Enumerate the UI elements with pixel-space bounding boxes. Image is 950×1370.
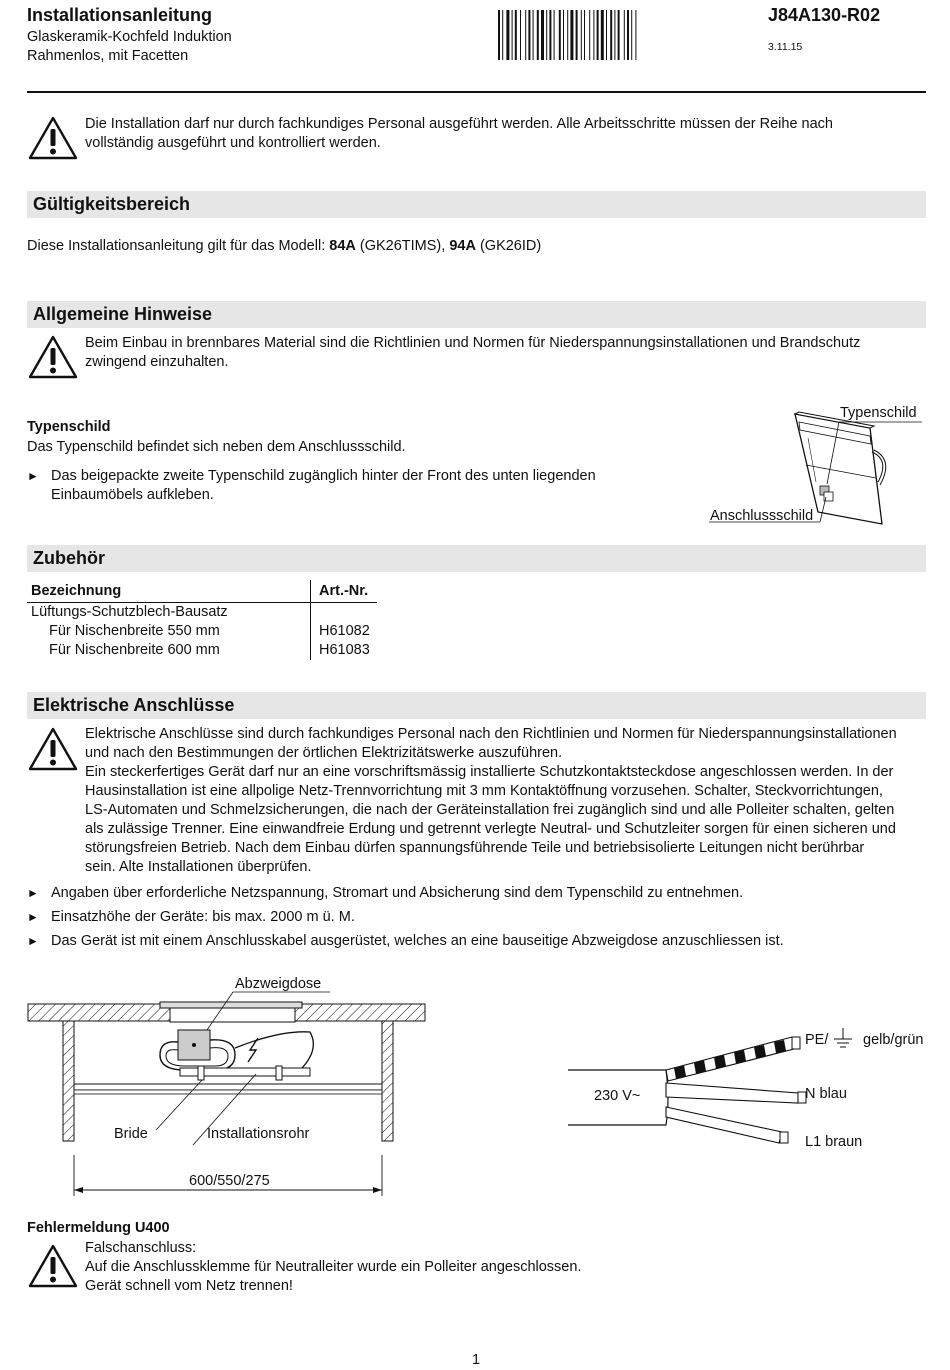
electrical-warning-text: Elektrische Anschlüsse sind durch fachkundiges Personal nach den Richtlinien und Normen für Niederspannungsinstallationen und nach den Bestimmungen der örtlichen Elektrizitätswerke auszuführen. Ein steckerfertiges Gerät darf nur an eine vorschriftsmässig installierte Schutzkontaktsteckdose angeschlossen werden. In der Hausinstallation ist eine allpolige Netz-Trennvorrichtung mit 3 mm Kontaktöffnung vorzusehen. Schalter, Steckvorrichtungen, LS-Automaten und Schmelzsicherungen, die nach der Geräteinstallation frei zugänglich sind und alle Polleiter schalten, gelten als zulässige Trenner. Eine einwandfreie Erdung und getrennt verlegte Neutral- und Schutzleiter sorgen für einen sicheren und störungsfreien Betrieb. Nach dem Einbau dürfen spannungsführende Teile und betriebsisolierte Leitungen nicht berührbar sein. Alte Installationen überprüfen. [85,726,897,875]
table-row: Für Nischenbreite 550 mm H61082 [27,622,377,641]
label-neutral: N blau [805,1086,847,1102]
figure-label-connection-plate: Anschlussschild [710,508,814,524]
figure-label-typeplate: Typenschild [840,405,917,421]
intro-warning-text: Die Installation darf nur durch fachkundiges Personal ausgeführt werden. Alle Arbeitsschritte müssen der Reihe nach vollständig ausgeführt und kontrolliert werden. [85,116,833,151]
installation-diagram [20,970,430,1200]
label-pe-color: gelb/grün [863,1032,924,1048]
table-header-row [27,580,377,603]
error-text: Falschanschluss: Auf die Anschlussklemme für Neutralleiter wurde ein Polleiter angeschlossen. Gerät schnell vom Netz trennen! [85,1240,582,1294]
warning-icon [27,115,79,161]
label-phase: L1 braun [805,1134,863,1150]
label-junction-box: Abzweigdose [235,976,322,992]
bullet-arrow-icon: ► [27,934,39,948]
document-id: J84A130-R02 [768,5,881,25]
warning-icon [27,726,79,772]
scope-text: Diese Installationsanleitung gilt für das Modell: 84A (GK26TIMS), 94A (GK26ID) [27,238,542,254]
warning-icon [27,334,79,380]
document-title: Installationsanleitung [27,5,213,25]
document-subtitle: Glaskeramik-Kochfeld Induktion [27,29,232,45]
typeplate-figure [700,400,930,530]
warning-icon [27,1243,79,1289]
model-84a: 84A [329,238,356,254]
label-niche-width: 600/550/275 [189,1173,270,1189]
barcode-image [498,10,720,60]
section-heading-general: Allgemeine Hinweise [27,301,926,328]
table-row: Lüftungs-Schutzblech-Bausatz [27,603,377,623]
cable-diagram [560,1015,940,1165]
model-94a: 94A [449,238,476,254]
general-warning-text: Beim Einbau in brennbares Material sind die Richtlinien und Normen für Niederspannungsinstallationen und Brandschutz zwingend einzuhalten. [85,335,861,370]
label-pe: PE/ [805,1032,829,1048]
section-heading-scope: Gültigkeitsbereich [27,191,926,218]
typeplate-text: Das Typenschild befindet sich neben dem Anschlussschild. [27,439,406,455]
document-date: 3.11.15 [768,41,803,53]
bullet-arrow-icon: ► [27,469,39,483]
table-row: Für Nischenbreite 600 mm H61083 [27,641,377,660]
typeplate-heading: Typenschild [27,419,111,435]
column-header-art: Art.-Nr. [311,580,378,603]
error-heading: Fehlermeldung U400 [27,1220,170,1236]
label-installation-pipe: Installationsrohr [207,1126,310,1142]
section-heading-electrical: Elektrische Anschlüsse [27,692,926,719]
bullet-arrow-icon: ► [27,886,39,900]
section-heading-accessories: Zubehör [27,545,926,572]
column-header-name: Bezeichnung [27,580,311,603]
header-divider [27,91,926,93]
label-clamp: Bride [114,1126,148,1142]
page-number: 1 [472,1352,481,1368]
bullet-arrow-icon: ► [27,910,39,924]
label-voltage: 230 V~ [594,1088,641,1104]
document-subtitle-2: Rahmenlos, mit Facetten [27,48,189,64]
accessories-table [27,580,377,660]
